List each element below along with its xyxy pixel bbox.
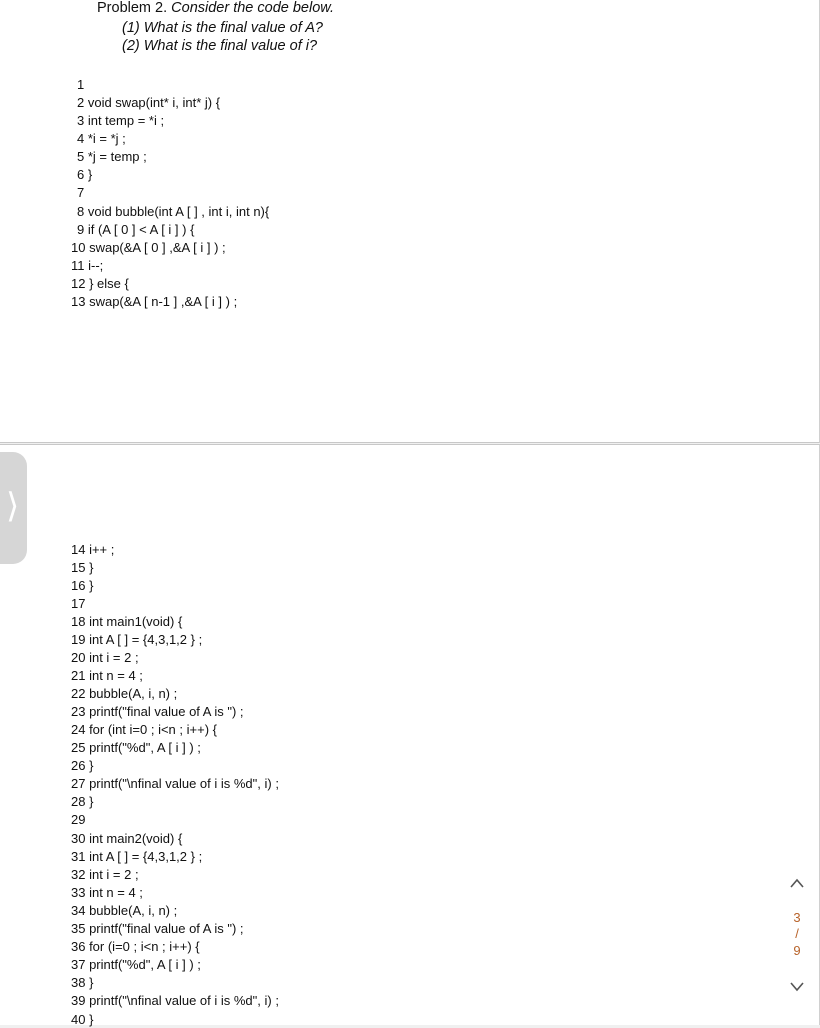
problem-title: Problem 2. Consider the code below. (97, 0, 334, 16)
code-line: 10 swap(&A [ 0 ] ,&A [ i ] ) ; (71, 240, 226, 255)
code-line: 32 int i = 2 ; (71, 867, 139, 882)
code-line: 34 bubble(A, i, n) ; (71, 903, 178, 918)
code-line: 33 int n = 4 ; (71, 885, 143, 900)
code-line: 40 } (71, 1012, 94, 1027)
code-line: 23 printf("final value of A is ") ; (71, 704, 244, 719)
code-line: 13 swap(&A [ n-1 ] ,&A [ i ] ) ; (71, 294, 238, 309)
sidebar-expand-tab[interactable] (0, 452, 27, 564)
code-line: 16 } (71, 578, 94, 593)
code-line: 37 printf("%d", A [ i ] ) ; (71, 957, 201, 972)
code-line: 31 int A [ ] = {4,3,1,2 } ; (71, 849, 203, 864)
code-line: 36 for (i=0 ; i<n ; i++) { (71, 939, 200, 954)
code-line: 35 printf("final value of A is ") ; (71, 921, 244, 936)
code-line: 9 if (A [ 0 ] < A [ i ] ) { (77, 222, 195, 237)
previous-page-button[interactable] (786, 874, 808, 892)
code-line: 17 (71, 596, 86, 611)
next-page-button[interactable] (786, 978, 808, 996)
code-line: 27 printf("\nfinal value of i is %d", i) ; (71, 776, 279, 791)
code-line: 18 int main1(void) { (71, 614, 183, 629)
document-page-1 (0, 0, 820, 443)
total-pages: 9 (793, 943, 801, 958)
code-line: 22 bubble(A, i, n) ; (71, 686, 178, 701)
code-line: 28 } (71, 794, 94, 809)
code-line: 30 int main2(void) { (71, 831, 183, 846)
question-1: (1) What is the final value of A? (122, 20, 323, 36)
code-line: 29 (71, 812, 86, 827)
code-line: 3 int temp = *i ; (77, 113, 165, 128)
code-line: 8 void bubble(int A [ ] , int i, int n){ (77, 204, 270, 219)
page-separator: / (795, 926, 799, 941)
code-line: 6 } (77, 167, 93, 182)
code-line: 11 i--; (71, 258, 104, 273)
page-navigator (782, 874, 812, 1014)
code-line: 4 *i = *j ; (77, 131, 126, 146)
code-line: 7 (77, 185, 85, 200)
code-line: 14 i++ ; (71, 542, 115, 557)
code-line: 24 for (int i=0 ; i<n ; i++) { (71, 722, 217, 737)
code-line: 2 void swap(int* i, int* j) { (77, 95, 221, 110)
code-line: 26 } (71, 758, 94, 773)
code-line: 15 } (71, 560, 94, 575)
chevron-up-icon (790, 878, 804, 888)
code-line: 39 printf("\nfinal value of i is %d", i) ; (71, 993, 279, 1008)
code-line: 21 int n = 4 ; (71, 668, 143, 683)
chevron-down-icon (790, 982, 804, 992)
code-line: 1 (77, 77, 85, 92)
question-2: (2) What is the final value of i? (122, 38, 318, 54)
current-page-number: 3 (793, 910, 801, 925)
code-line: 12 } else { (71, 276, 129, 291)
code-line: 38 } (71, 975, 94, 990)
code-line: 20 int i = 2 ; (71, 650, 139, 665)
code-line: 19 int A [ ] = {4,3,1,2 } ; (71, 632, 203, 647)
code-line: 5 *j = temp ; (77, 149, 147, 164)
code-line: 25 printf("%d", A [ i ] ) ; (71, 740, 201, 755)
document-page-2 (0, 444, 820, 1025)
chevron-right-icon: ⟩ (6, 486, 20, 526)
